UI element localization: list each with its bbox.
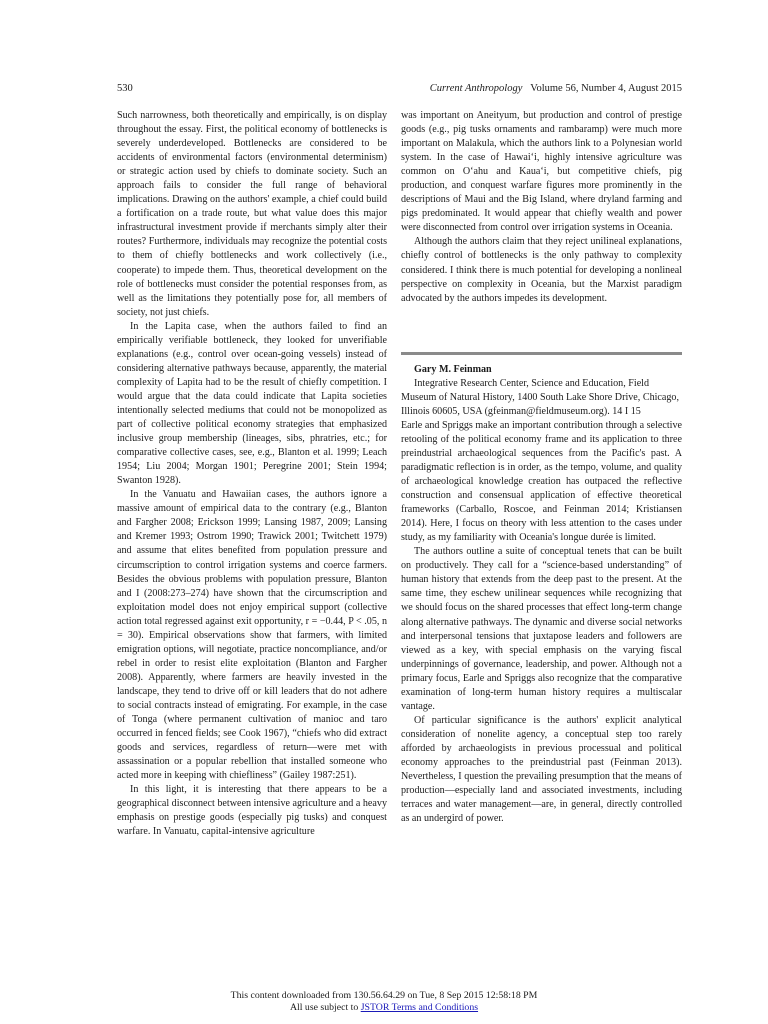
download-footer xyxy=(0,990,768,1013)
page-number: 530 xyxy=(117,83,133,94)
left-paragraph: In this light, it is interesting that there appears to be a geographical disconnect between intensive agriculture and a heavy emphasis on prestige goods (especially pig tusks) and conquest warfare. In Vanuatu, capital-intensive agriculture xyxy=(117,784,387,838)
left-paragraph: In the Vanuatu and Hawaiian cases, the authors ignore a massive amount of empirical data to the contrary (e.g., Blanton and Fargher 2008; Erickson 1999; Lansing 1987, 2009; Lansing and Kremer 1993; Ostrom 1990; Trawick 2001; Twitchett 1979) and assume that elites benefited from population pressure and circumscription to control irrigation systems and coerce farmers. Besides the obvious problems with population pressure, Blanton and I (2008:273–274) have shown that the circumscription and exploitation model does not enjoy empirical support (collective action total regressed against exit opportunity, r = −0.44, P < .05, n = 30). Empirical observations show that farmers, with limited emigration options, will negotiate, practice noncompliance, and/or rebel in order to resist elite exploitation (Blanton and Fargher 2008). Apparently, where farmers are heavily invested in the landscape, they tend to drive off or kill leaders that do not adhere to social contracts instead of emigrating. For example, in the case of Tonga (where permanent cultivation of manioc and taro occurred in fenced fields; see Cook 1967), “chiefs who did extract goods and services, regardless of return—were met with assassination or a popular rebellion that installed someone who acted more in keeping with chiefliness” (Gailey 1987:251). xyxy=(117,489,387,782)
journal-citation xyxy=(430,82,682,96)
terms-prefix: All use subject to xyxy=(289,1001,361,1013)
left-paragraph: In the Lapita case, when the authors failed to find an empirically verifiable bottleneck, they looked for unverifiable explanations (e.g., control over ocean-going vessels) instead of considering alternative pathways because, apparently, the material complexity of Lapita had to be the result of chiefly competition. I would argue that the data could indicate that Lapita societies intentionally selected mediums that could not be monopolized as part of collective political economy strategies that emphasized inclusive group membership (lineages, sibs, phratries, etc.; for comparative collective cases, see, e.g., Blanton et al. 1999; Leach 1954; Liu 2004; Morgan 1901; Peregrine 2001; Stein 1994; Swanton 1928). xyxy=(117,320,387,487)
author-name: Gary M. Feinman xyxy=(414,363,492,375)
terms-line xyxy=(0,1002,768,1014)
journal-name: Current Anthropology xyxy=(429,83,523,94)
right-paragraph: Although the authors claim that they reject unilineal explanations, chiefly control of bottlenecks is the only pathway to complexity considered. I think there is much potential for developing a nonlineal perspective on complexity in Oceania, but the Marxist paradigm advocated by the authors impedes its development. xyxy=(401,236,682,304)
author-affiliation: Integrative Research Center, Science and Education, Field Museum of Natural History, 1400 South Lake Shore Drive, Chicago, Illinois 60605, USA (gfeinman@fieldmuseum.org). 14 I 15 xyxy=(401,377,679,417)
volume-info: Volume 56, Number 4, August 2015 xyxy=(530,83,682,94)
left-paragraph: Such narrowness, both theoretically and empirically, is on display throughout the essay. First, the political economy of bottlenecks is severely underdeveloped. Bottlenecks are considered to be accidents of environmental factors (environmental determinism) or strategic action used by chiefs to dominate society. Such an approach fails to consider the full range of behavioral implications. Drawing on the authors' example, a chief could build a fortification on a trade route, but what value does this major infrastructural investment provide if merchants simply alter their routes? Furthermore, individuals may recognize the potential costs to them of chiefly bottlenecks and work collectively (i.e., cooperate) to impede them. Thus, theoretical development on the role of bottlenecks must consider the potential responses from, as well as the limitations they potentially pose for, all members of society, not just chiefs. xyxy=(117,110,387,318)
left-column xyxy=(117,109,387,839)
running-header xyxy=(117,82,682,96)
right-paragraph: Earle and Spriggs make an important contribution through a selective retooling of the political economy frame and its application to three preindustrial archaeological sequences from the Pacific's past. A paradigmatic reflection is in order, as the tempo, volume, and quality of archaeological knowledge creation has outpaced the reflective construction and consensual application of effective theoretical frameworks (Carballo, Roscoe, and Feinman 2014; Kristiansen 2014). Here, I focus on theory with less attention to the cases under study, as my familiarity with Oceania's longue durée is limited. xyxy=(401,419,682,544)
right-paragraph: was important on Aneityum, but production and control of prestige goods (e.g., pig tusks ornaments and rambaramp) were much more important on Malakula, which the authors link to a Polynesian world system. In the case of Hawai‘i, highly intensive agriculture was common on O‘ahu and Kaua‘i, but competitive chiefs, pig production, and conquest warfare figures more prominently in the descriptions of Maui and the Big Island, where dryland farming and pigs predominated. It would appear that chiefly wealth and power were disconnected from control over irrigation systems in Oceania. xyxy=(401,110,682,234)
right-column xyxy=(401,109,682,826)
download-notice: This content downloaded from 130.56.64.29 on Tue, 8 Sep 2015 12:58:18 PM xyxy=(230,990,538,1001)
jstor-terms-link[interactable]: JSTOR Terms and Conditions xyxy=(360,1001,479,1013)
right-paragraph: The authors outline a suite of conceptual tenets that can be built on productively. They call for a “science-based understanding” of human history that extends from the deep past to the present. At the same time, they eschew unilinear sequences while recognizing that we should focus on the shared processes that effect long-term change along alternative pathways. The dynamic and diverse social networks and interpersonal tensions that juxtapose leaders and followers are viewed as a key, with special emphasis on the varying fiscal underpinnings of governance, leadership, and power. Although not a primary focus, Earle and Spriggs also recognize that the comparative examination of long-term human history requires a multiscalar vantage. xyxy=(401,546,682,712)
section-divider xyxy=(401,352,682,355)
right-paragraph: Of particular significance is the authors' explicit analytical consideration of nonelite agency, a conceptual step too rarely afforded by archaeologists in previous processual and political economy approaches to the preindustrial past (Feinman 2013). Nevertheless, I question the prevailing presumption that the means of production—especially land and associated investments, including terraces and water management—are, in general, directly controlled as an undergird of power. xyxy=(401,714,682,825)
